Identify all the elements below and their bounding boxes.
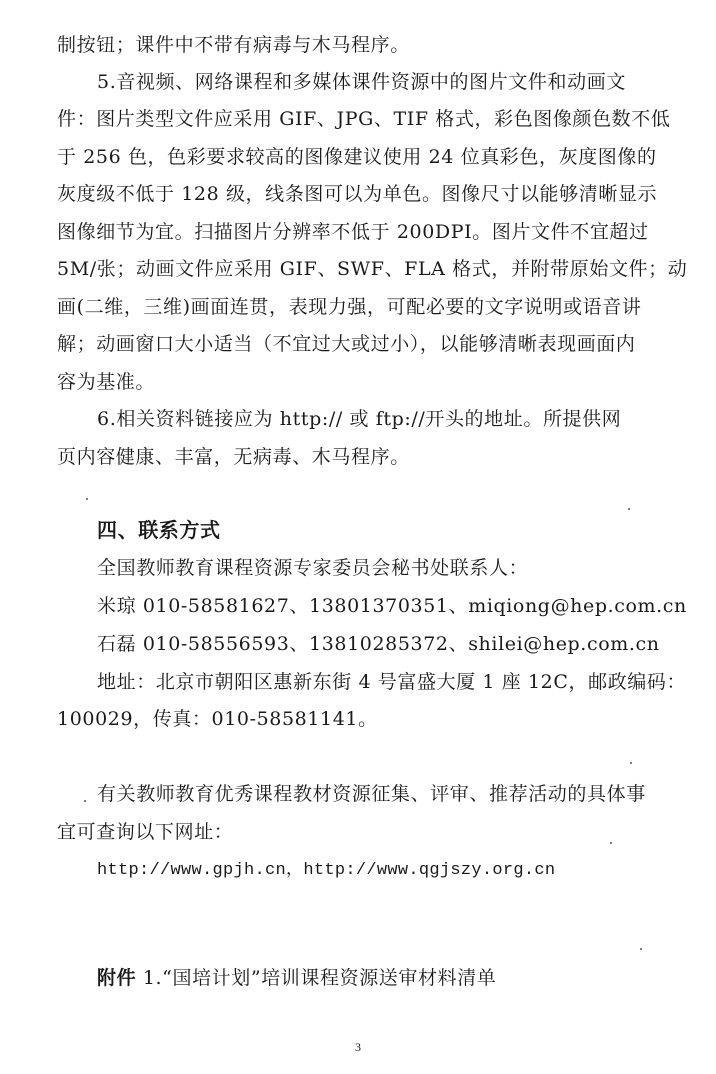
- contact-person-2: 石磊 010-58556593、13810285372、shilei@hep.com.cn: [97, 633, 660, 655]
- info-line-1: 有关教师教育优秀课程教材资源征集、评审、推荐活动的具体事: [97, 783, 646, 805]
- section-heading-contact: 四、联系方式: [97, 518, 221, 542]
- item5-line-6: 5M/张；动画文件应采用 GIF、SWF、FLA 格式，并附带原始文件；动: [57, 258, 688, 280]
- scan-speck: [86, 498, 88, 500]
- info-line-2: 宜可查询以下网址：: [57, 821, 234, 843]
- contact-intro: 全国教师教育课程资源专家委员会秘书处联系人：: [97, 557, 529, 579]
- page-number: 3: [355, 1040, 361, 1054]
- scan-speck: [84, 800, 86, 802]
- item5-line-3: 于 256 色，色彩要求较高的图像建议使用 24 位真彩色，灰度图像的: [57, 146, 657, 168]
- item5-line-9: 容为基准。: [57, 371, 156, 393]
- item6-line-1: 6.相关资料链接应为 http:// 或 ftp://开头的地址。所提供网: [97, 408, 622, 430]
- scan-speck: [628, 508, 630, 510]
- item5-line-5: 图像细节为宜。扫描图片分辨率不低于 200DPI。图片文件不宜超过: [57, 221, 649, 243]
- contact-person-1: 米琼 010-58581627、13801370351、miqiong@hep.com.cn: [97, 595, 687, 617]
- attachment-label: 附件: [97, 967, 137, 989]
- attachment-line: [97, 966, 496, 990]
- attachment-item: 1.“国培计划”培训课程资源送审材料清单: [142, 967, 497, 989]
- address-line-1: 地址：北京市朝阳区惠新东街 4 号富盛大厦 1 座 12C，邮政编码：: [97, 671, 687, 693]
- scan-speck: [630, 762, 632, 764]
- address-line-2: 100029，传真：010-58581141。: [57, 708, 378, 730]
- info-urls: http://www.gpjh.cn，http://www.qgjszy.org.cn: [97, 861, 556, 880]
- scan-speck: [640, 948, 642, 950]
- item5-line-8: 解；动画窗口大小适当（不宜过大或过小），以能够清晰表现画面内: [57, 333, 636, 355]
- item6-line-2: 页内容健康、丰富，无病毒、木马程序。: [57, 446, 410, 468]
- scan-speck: [610, 842, 612, 844]
- item5-line-2: 件：图片类型文件应采用 GIF、JPG、TIF 格式，彩色图像颜色数不低: [57, 108, 671, 130]
- item5-line-1: 5.音视频、网络课程和多媒体课件资源中的图片文件和动画文: [97, 71, 626, 93]
- item5-line-7: 画(二维，三维)画面连贯，表现力强，可配必要的文字说明或语音讲: [57, 296, 642, 318]
- prev-paragraph-end: 制按钮；课件中不带有病毒与木马程序。: [57, 34, 410, 56]
- item5-line-4: 灰度级不低于 128 级，线条图可以为单色。图像尺寸以能够清晰显示: [57, 183, 658, 205]
